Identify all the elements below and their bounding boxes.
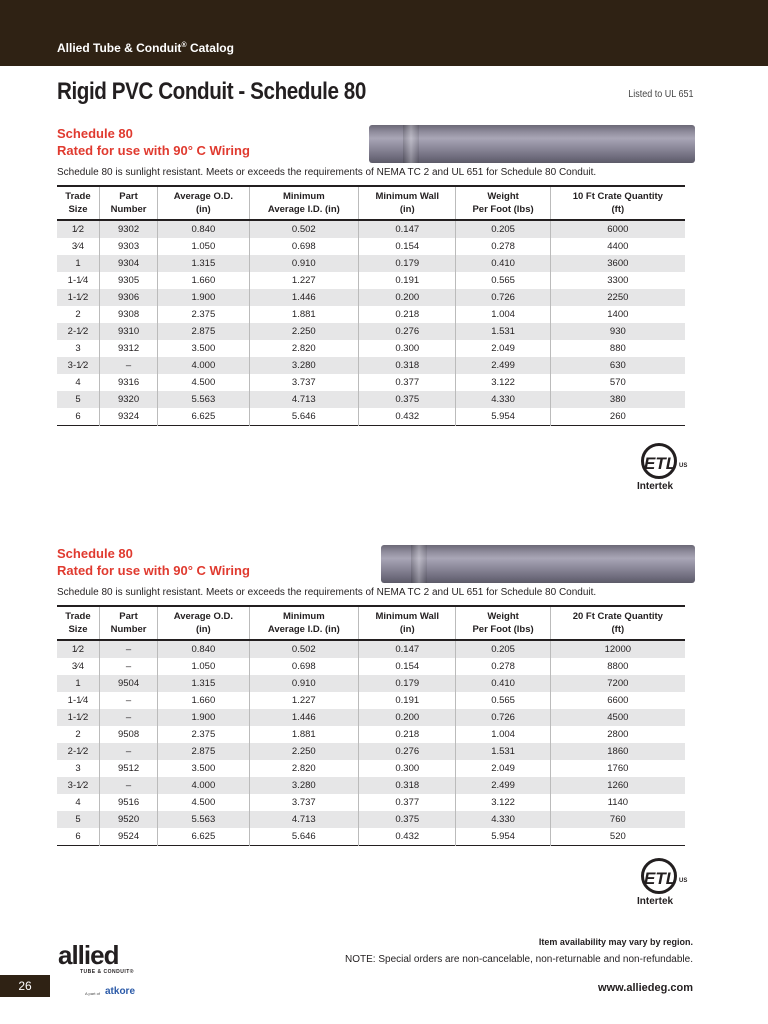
allied-logo: allied TUBE & CONDUIT® bbox=[58, 940, 134, 975]
table-cell: 0.726 bbox=[456, 289, 550, 306]
table-cell: – bbox=[99, 640, 157, 658]
table-row bbox=[57, 811, 685, 828]
table-cell: 5.646 bbox=[249, 408, 358, 426]
ul-listing: Listed to UL 651 bbox=[627, 89, 693, 100]
table-cell: 9316 bbox=[99, 374, 157, 391]
table-cell: 2.875 bbox=[158, 323, 249, 340]
table-cell: 1.900 bbox=[158, 709, 249, 726]
table-cell: – bbox=[99, 692, 157, 709]
column-header: 10 Ft Crate Quantity (ft) bbox=[550, 186, 685, 220]
table-cell: 1.446 bbox=[249, 709, 358, 726]
table-row bbox=[57, 391, 685, 408]
table-cell: 2.875 bbox=[158, 743, 249, 760]
website-link[interactable]: www.alliedeg.com bbox=[598, 982, 693, 994]
table-cell: 4.713 bbox=[249, 391, 358, 408]
table-cell: 0.318 bbox=[359, 357, 456, 374]
table-cell: 5.563 bbox=[158, 391, 249, 408]
table-row bbox=[57, 692, 685, 709]
table-cell: 1-1⁄2 bbox=[67, 292, 89, 303]
table-cell: 3.737 bbox=[249, 794, 358, 811]
table-cell: 0.910 bbox=[249, 675, 358, 692]
table-cell: 1.227 bbox=[249, 692, 358, 709]
table-cell: 0.218 bbox=[359, 306, 456, 323]
table-cell: 1-1⁄4 bbox=[67, 695, 89, 706]
table-row bbox=[57, 357, 685, 374]
table-row bbox=[57, 794, 685, 811]
table-cell: 0.565 bbox=[456, 692, 550, 709]
table-cell: 2.499 bbox=[456, 777, 550, 794]
table-cell: 4.000 bbox=[158, 357, 249, 374]
table-cell: 4.330 bbox=[456, 811, 550, 828]
table-cell: 9310 bbox=[99, 323, 157, 340]
table-cell: 5.954 bbox=[456, 828, 550, 846]
table-cell: 0.910 bbox=[249, 255, 358, 272]
table-cell: 9304 bbox=[99, 255, 157, 272]
table-cell: 8800 bbox=[550, 658, 685, 675]
table-cell: 3-1⁄2 bbox=[67, 360, 89, 371]
specs-table bbox=[57, 185, 685, 426]
specs-table bbox=[57, 605, 685, 846]
table-cell: 1⁄2 bbox=[71, 224, 85, 235]
table-cell: 0.154 bbox=[359, 238, 456, 255]
table-cell: 380 bbox=[550, 391, 685, 408]
availability-note: Item availability may vary by region. bbox=[538, 937, 693, 947]
table-cell: 9320 bbox=[99, 391, 157, 408]
table-cell: 0.502 bbox=[249, 640, 358, 658]
table-cell: 0.300 bbox=[359, 340, 456, 357]
table-cell: 3 bbox=[75, 763, 81, 774]
table-cell: 0.179 bbox=[359, 675, 456, 692]
table-cell: 4 bbox=[75, 377, 81, 388]
table-row bbox=[57, 220, 685, 238]
column-header: Minimum Average I.D. (in) bbox=[249, 606, 358, 640]
column-header: 20 Ft Crate Quantity (ft) bbox=[550, 606, 685, 640]
table-row bbox=[57, 255, 685, 272]
table-cell: 1.900 bbox=[158, 289, 249, 306]
table-cell: 3⁄4 bbox=[71, 241, 85, 252]
schedule80-10ft-section bbox=[57, 125, 685, 426]
table-cell: 1-1⁄4 bbox=[67, 275, 89, 286]
table-cell: 0.375 bbox=[359, 391, 456, 408]
table-cell: 1.050 bbox=[158, 238, 249, 255]
table-cell: 0.278 bbox=[456, 658, 550, 675]
table-cell: 3.280 bbox=[249, 777, 358, 794]
table-cell: 9520 bbox=[99, 811, 157, 828]
table-cell: 6.625 bbox=[158, 828, 249, 846]
table-cell: 0.432 bbox=[359, 828, 456, 846]
table-cell: 1.315 bbox=[158, 255, 249, 272]
table-cell: 0.276 bbox=[359, 323, 456, 340]
table-cell: 4.500 bbox=[158, 374, 249, 391]
table-cell: 1.660 bbox=[158, 272, 249, 289]
table-cell: 9303 bbox=[99, 238, 157, 255]
etl-mark-icon: ETL bbox=[641, 858, 677, 894]
table-row bbox=[57, 726, 685, 743]
table-cell: 1.315 bbox=[158, 675, 249, 692]
column-header: Minimum Wall (in) bbox=[359, 186, 456, 220]
table-cell: 0.218 bbox=[359, 726, 456, 743]
table-cell: 1.227 bbox=[249, 272, 358, 289]
table-cell: 2.250 bbox=[249, 743, 358, 760]
table-cell: 3.122 bbox=[456, 794, 550, 811]
table-cell: 5 bbox=[75, 394, 81, 405]
table-cell: 6 bbox=[75, 411, 81, 422]
table-row bbox=[57, 340, 685, 357]
page-title: Rigid PVC Conduit - Schedule 80 bbox=[57, 78, 366, 105]
table-cell: 6.625 bbox=[158, 408, 249, 426]
catalog-header-bar bbox=[0, 0, 768, 66]
catalog-name: Allied Tube & Conduit® Catalog bbox=[57, 41, 234, 55]
table-cell: 0.200 bbox=[359, 289, 456, 306]
table-row bbox=[57, 289, 685, 306]
etl-intertek-logo: ETL US Intertek bbox=[637, 858, 697, 910]
table-cell: 2-1⁄2 bbox=[67, 326, 89, 337]
table-cell: 0.205 bbox=[456, 220, 550, 238]
table-cell: 3.500 bbox=[158, 340, 249, 357]
column-header: Trade Size bbox=[65, 611, 91, 635]
table-cell: 3.500 bbox=[158, 760, 249, 777]
schedule80-20ft-section bbox=[57, 545, 685, 846]
table-cell: 1.881 bbox=[249, 726, 358, 743]
table-cell: 630 bbox=[550, 357, 685, 374]
column-header: Trade Size bbox=[65, 191, 91, 215]
table-cell: 0.698 bbox=[249, 238, 358, 255]
table-cell: 3⁄4 bbox=[71, 661, 85, 672]
table-cell: 6 bbox=[75, 831, 81, 842]
column-header: Minimum Average I.D. (in) bbox=[249, 186, 358, 220]
table-cell: 2.820 bbox=[249, 340, 358, 357]
table-cell: 0.278 bbox=[456, 238, 550, 255]
column-header: Average O.D. (in) bbox=[158, 606, 249, 640]
table-cell: 2 bbox=[75, 309, 81, 320]
table-cell: 0.191 bbox=[359, 272, 456, 289]
table-row bbox=[57, 675, 685, 692]
table-cell: 0.377 bbox=[359, 794, 456, 811]
table-row bbox=[57, 709, 685, 726]
table-cell: 3.737 bbox=[249, 374, 358, 391]
table-cell: 0.375 bbox=[359, 811, 456, 828]
table-cell: 4.713 bbox=[249, 811, 358, 828]
table-cell: 3.122 bbox=[456, 374, 550, 391]
table-cell: 1.531 bbox=[456, 323, 550, 340]
table-cell: 0.191 bbox=[359, 692, 456, 709]
table-cell: 1.531 bbox=[456, 743, 550, 760]
table-cell: 9512 bbox=[99, 760, 157, 777]
etl-intertek-logo: ETL US Intertek bbox=[637, 443, 697, 495]
table-cell: 9524 bbox=[99, 828, 157, 846]
section-description: Schedule 80 is sunlight resistant. Meets or exceeds the requirements of NEMA TC 2 and UL 651 for Schedule 80 Conduit. bbox=[57, 587, 597, 598]
table-cell: 3-1⁄2 bbox=[67, 780, 89, 791]
table-cell: 4.000 bbox=[158, 777, 249, 794]
pvc-conduit-image bbox=[369, 125, 695, 163]
column-header: Weight Per Foot (lbs) bbox=[456, 186, 550, 220]
table-cell: 7200 bbox=[550, 675, 685, 692]
table-cell: 2250 bbox=[550, 289, 685, 306]
table-cell: 0.147 bbox=[359, 220, 456, 238]
table-cell: – bbox=[99, 357, 157, 374]
table-row bbox=[57, 272, 685, 289]
table-cell: 4400 bbox=[550, 238, 685, 255]
table-cell: 6600 bbox=[550, 692, 685, 709]
pvc-conduit-image bbox=[381, 545, 695, 583]
table-cell: 0.698 bbox=[249, 658, 358, 675]
table-cell: 0.300 bbox=[359, 760, 456, 777]
table-cell: 9312 bbox=[99, 340, 157, 357]
column-header: Part Number bbox=[99, 186, 157, 220]
table-cell: 0.179 bbox=[359, 255, 456, 272]
table-cell: 0.410 bbox=[456, 675, 550, 692]
table-cell: 9302 bbox=[99, 220, 157, 238]
table-cell: 0.726 bbox=[456, 709, 550, 726]
table-cell: 5.954 bbox=[456, 408, 550, 426]
table-cell: 2.049 bbox=[456, 340, 550, 357]
table-cell: 1.050 bbox=[158, 658, 249, 675]
table-cell: 4500 bbox=[550, 709, 685, 726]
table-row bbox=[57, 306, 685, 323]
table-cell: 1.004 bbox=[456, 726, 550, 743]
table-cell: 9306 bbox=[99, 289, 157, 306]
table-cell: 0.318 bbox=[359, 777, 456, 794]
table-row bbox=[57, 323, 685, 340]
table-cell: 1260 bbox=[550, 777, 685, 794]
table-row bbox=[57, 658, 685, 675]
table-cell: 6000 bbox=[550, 220, 685, 238]
table-cell: 0.276 bbox=[359, 743, 456, 760]
table-cell: 0.432 bbox=[359, 408, 456, 426]
table-cell: 0.200 bbox=[359, 709, 456, 726]
table-cell: 3 bbox=[75, 343, 81, 354]
column-header: Part Number bbox=[99, 606, 157, 640]
table-row bbox=[57, 408, 685, 426]
table-row bbox=[57, 374, 685, 391]
section-description: Schedule 80 is sunlight resistant. Meets or exceeds the requirements of NEMA TC 2 and UL 651 for Schedule 80 Conduit. bbox=[57, 167, 597, 178]
table-cell: 760 bbox=[550, 811, 685, 828]
table-cell: 4 bbox=[75, 797, 81, 808]
table-cell: 9516 bbox=[99, 794, 157, 811]
table-cell: 1 bbox=[75, 678, 81, 689]
table-cell: 1.881 bbox=[249, 306, 358, 323]
table-cell: 3.280 bbox=[249, 357, 358, 374]
table-cell: 880 bbox=[550, 340, 685, 357]
table-cell: 9308 bbox=[99, 306, 157, 323]
table-cell: 0.205 bbox=[456, 640, 550, 658]
table-cell: 0.154 bbox=[359, 658, 456, 675]
table-cell: 5.563 bbox=[158, 811, 249, 828]
column-header: Weight Per Foot (lbs) bbox=[456, 606, 550, 640]
page-number: 26 bbox=[0, 975, 50, 997]
table-row bbox=[57, 777, 685, 794]
table-cell: – bbox=[99, 743, 157, 760]
table-cell: 0.502 bbox=[249, 220, 358, 238]
table-cell: 3300 bbox=[550, 272, 685, 289]
section-heading: Schedule 80 Rated for use with 90° C Wiring bbox=[57, 546, 250, 578]
table-cell: 2.820 bbox=[249, 760, 358, 777]
table-cell: 2.250 bbox=[249, 323, 358, 340]
table-cell: 930 bbox=[550, 323, 685, 340]
table-cell: 0.565 bbox=[456, 272, 550, 289]
table-cell: 4.330 bbox=[456, 391, 550, 408]
table-row bbox=[57, 743, 685, 760]
table-cell: 0.410 bbox=[456, 255, 550, 272]
table-cell: 1-1⁄2 bbox=[67, 712, 89, 723]
table-cell: 520 bbox=[550, 828, 685, 846]
table-cell: 5 bbox=[75, 814, 81, 825]
table-cell: 9508 bbox=[99, 726, 157, 743]
table-cell: 1140 bbox=[550, 794, 685, 811]
table-cell: 1 bbox=[75, 258, 81, 269]
table-cell: 2.499 bbox=[456, 357, 550, 374]
table-cell: 1860 bbox=[550, 743, 685, 760]
table-cell: 1⁄2 bbox=[71, 644, 85, 655]
table-row bbox=[57, 640, 685, 658]
table-cell: 2-1⁄2 bbox=[67, 746, 89, 757]
table-cell: 0.840 bbox=[158, 220, 249, 238]
table-cell: – bbox=[99, 777, 157, 794]
table-cell: – bbox=[99, 709, 157, 726]
table-cell: 0.377 bbox=[359, 374, 456, 391]
table-row bbox=[57, 760, 685, 777]
table-cell: 2.049 bbox=[456, 760, 550, 777]
table-cell: 0.840 bbox=[158, 640, 249, 658]
table-cell: 570 bbox=[550, 374, 685, 391]
table-cell: 2800 bbox=[550, 726, 685, 743]
table-cell: 9504 bbox=[99, 675, 157, 692]
etl-mark-icon: ETL bbox=[641, 443, 677, 479]
table-cell: 3600 bbox=[550, 255, 685, 272]
table-row bbox=[57, 828, 685, 846]
table-cell: 4.500 bbox=[158, 794, 249, 811]
table-cell: – bbox=[99, 658, 157, 675]
table-cell: 9305 bbox=[99, 272, 157, 289]
atkore-logo: A part of atkore bbox=[85, 986, 136, 997]
table-cell: 1400 bbox=[550, 306, 685, 323]
table-cell: 260 bbox=[550, 408, 685, 426]
column-header: Average O.D. (in) bbox=[158, 186, 249, 220]
column-header: Minimum Wall (in) bbox=[359, 606, 456, 640]
table-cell: 1.004 bbox=[456, 306, 550, 323]
table-cell: 9324 bbox=[99, 408, 157, 426]
table-cell: 1.660 bbox=[158, 692, 249, 709]
table-cell: 5.646 bbox=[249, 828, 358, 846]
table-cell: 2.375 bbox=[158, 306, 249, 323]
table-row bbox=[57, 238, 685, 255]
table-cell: 2.375 bbox=[158, 726, 249, 743]
table-cell: 12000 bbox=[550, 640, 685, 658]
table-cell: 1760 bbox=[550, 760, 685, 777]
special-orders-note: NOTE: Special orders are non-cancelable, non-returnable and non-refundable. bbox=[345, 954, 693, 965]
table-cell: 1.446 bbox=[249, 289, 358, 306]
section-heading: Schedule 80 Rated for use with 90° C Wiring bbox=[57, 126, 250, 158]
table-cell: 2 bbox=[75, 729, 81, 740]
table-cell: 0.147 bbox=[359, 640, 456, 658]
